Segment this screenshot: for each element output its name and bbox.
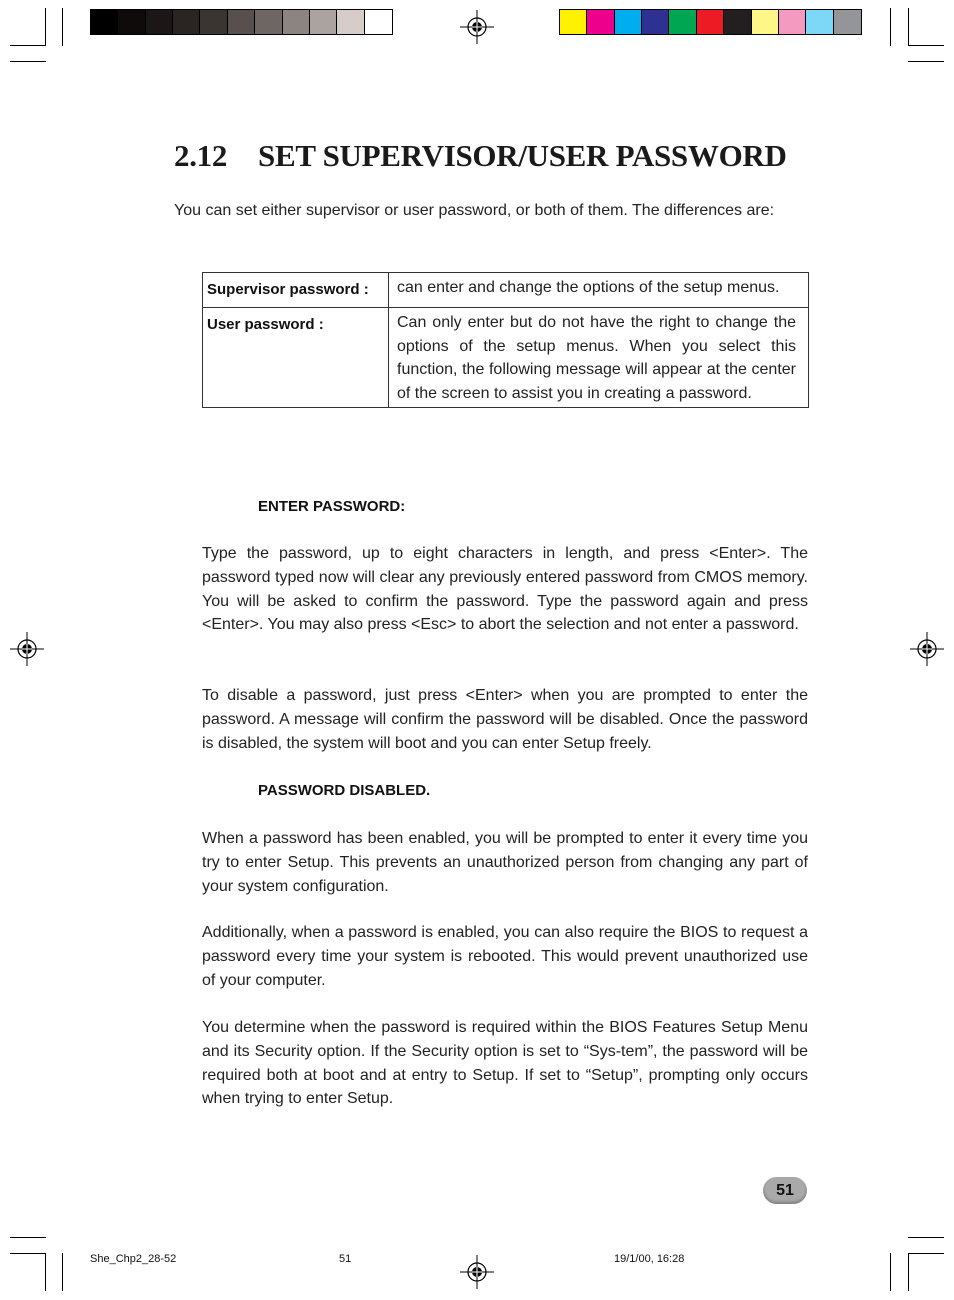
table-row (203, 307, 809, 407)
security-option-paragraph: You determine when the password is required within the BIOS Features Setup Menu and its Security option. If the Security option is set to “Sys-tem”, the password will be required both at boot and at entry to Setup. If set to “Setup”, prompting only occurs when trying to enter Setup. (202, 1019, 808, 1108)
user-password-label: User password : (203, 307, 389, 407)
crop-mark (908, 61, 944, 62)
crop-mark (890, 8, 891, 46)
crop-mark (45, 8, 46, 46)
crop-mark (10, 45, 46, 46)
registration-target-icon (910, 632, 944, 666)
footer-filename: She_Chp2_28-52 (90, 1253, 177, 1265)
crop-mark (10, 1253, 46, 1254)
crop-mark (908, 8, 909, 46)
crop-mark (62, 8, 63, 46)
enter-password-prompt: ENTER PASSWORD: (258, 498, 406, 515)
color-swatch (173, 10, 200, 34)
color-swatch (337, 10, 364, 34)
process-color-bar (559, 9, 862, 35)
disable-password-paragraph: To disable a password, just press <Enter> when you are prompted to enter the password. A message will confirm the password will be disabled. Once the password is disabled, the system will boot and you can enter Setup freely. (202, 687, 808, 752)
color-swatch (642, 10, 669, 34)
color-swatch (697, 10, 724, 34)
color-swatch (255, 10, 282, 34)
color-swatch (200, 10, 227, 34)
password-disabled-prompt: PASSWORD DISABLED. (258, 782, 431, 799)
color-swatch (779, 10, 806, 34)
crop-mark (908, 1253, 909, 1291)
page-number-badge: 51 (763, 1177, 807, 1204)
section-number: 2.12 (174, 138, 228, 173)
crop-mark (908, 1237, 944, 1238)
registration-target-icon (460, 10, 494, 44)
type-password-paragraph: Type the password, up to eight characters in length, and press <Enter>. The password typed now will clear any previously entered password from CMOS memory. You will be asked to confirm the password. Type the password again and press <Enter>. You may also press <Esc> to abort the selection and not enter a password. (202, 545, 808, 634)
section-title: SET SUPERVISOR/USER PASSWORD (258, 138, 787, 173)
crop-mark (10, 1237, 46, 1238)
user-password-description: Can only enter but do not have the right to change the options of the setup menus. When you select this function, the following message will appear at the center of the screen to assist you in creating a password. (389, 307, 809, 407)
table-row (203, 273, 809, 308)
color-swatch (560, 10, 587, 34)
supervisor-password-label: Supervisor password : (203, 273, 389, 308)
color-swatch (228, 10, 255, 34)
color-swatch (283, 10, 310, 34)
color-swatch (146, 10, 173, 34)
color-swatch (118, 10, 145, 34)
color-swatch (834, 10, 861, 34)
crop-mark (45, 1253, 46, 1291)
crop-mark (10, 61, 46, 62)
crop-mark (62, 1253, 63, 1291)
footer-timestamp: 19/1/00, 16:28 (614, 1253, 685, 1265)
color-swatch (365, 10, 392, 34)
grayscale-color-bar (90, 9, 393, 35)
crop-mark (908, 45, 944, 46)
registration-target-icon (460, 1255, 494, 1289)
color-swatch (310, 10, 337, 34)
color-swatch (91, 10, 118, 34)
color-swatch (724, 10, 751, 34)
supervisor-password-description: can enter and change the options of the setup menus. (389, 273, 809, 308)
color-swatch (806, 10, 833, 34)
intro-paragraph: You can set either supervisor or user password, or both of them. The differences are: (174, 202, 775, 219)
crop-mark (908, 1253, 944, 1254)
registration-target-icon (10, 632, 44, 666)
section-heading (174, 138, 787, 174)
crop-mark (890, 1253, 891, 1291)
color-swatch (587, 10, 614, 34)
bios-password-paragraph: Additionally, when a password is enabled, you can also require the BIOS to request a password every time your system is rebooted. This would prevent unauthorized use of your computer. (202, 924, 808, 989)
password-types-table (202, 272, 809, 408)
color-swatch (615, 10, 642, 34)
color-swatch (669, 10, 696, 34)
footer-page-number: 51 (339, 1253, 352, 1265)
password-enabled-paragraph: When a password has been enabled, you will be prompted to enter it every time you try to enter Setup. This prevents an unauthorized person from changing any part of your system configuration. (202, 830, 808, 895)
color-swatch (752, 10, 779, 34)
